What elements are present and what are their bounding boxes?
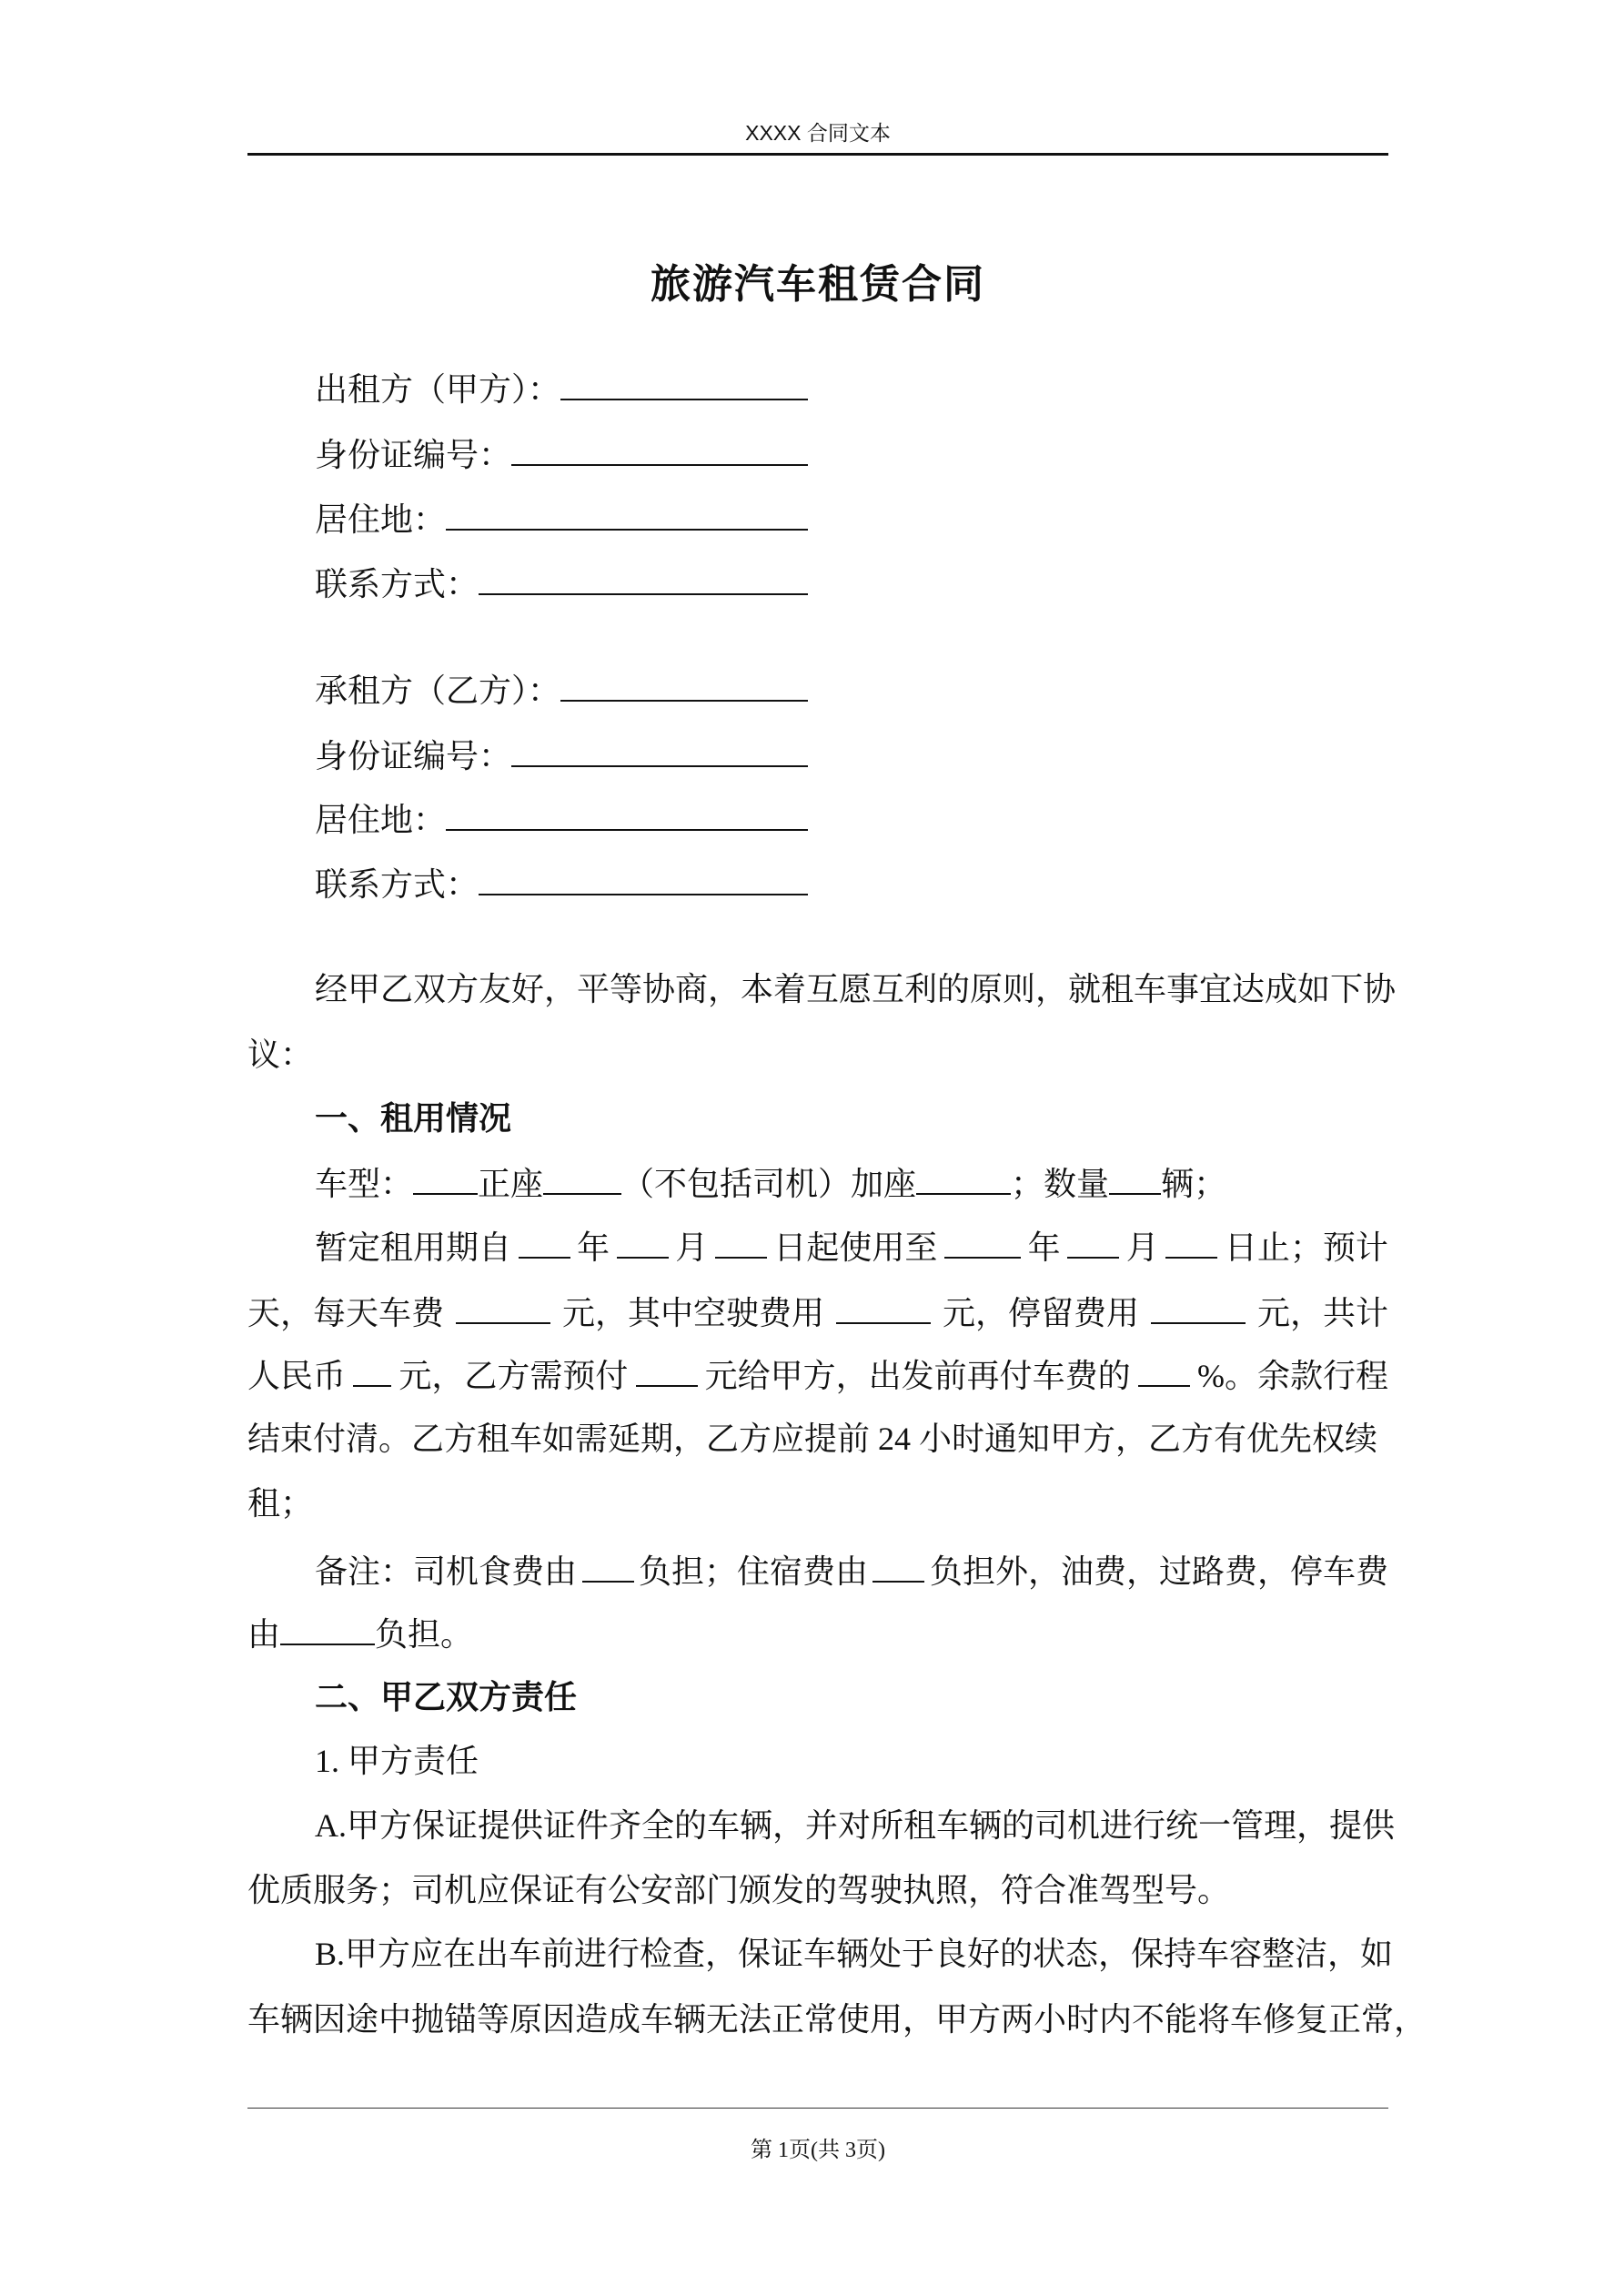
- quantity-blank[interactable]: [1109, 1158, 1161, 1195]
- text: 负担。: [375, 1616, 474, 1653]
- document-title: 旅游汽车租赁合同: [651, 262, 985, 307]
- lessee-contact-field[interactable]: [315, 859, 808, 905]
- blank[interactable]: [479, 559, 808, 595]
- page-number: 第 1页(共 3页): [751, 2139, 885, 2162]
- intro-line-1: 经甲乙双方友好，平等协商，本着互愿互利的原则，就租车事宜达成如下协: [315, 971, 1397, 1007]
- text: 暂定租用期自: [315, 1229, 512, 1266]
- label: 联系方式：: [315, 866, 479, 903]
- lessor-duties-heading: 1. 甲方责任: [315, 1743, 479, 1779]
- text: 负担；住宿费由: [638, 1553, 868, 1590]
- text: 元，共计: [1256, 1295, 1388, 1331]
- text: 备注：司机食费由: [315, 1553, 578, 1590]
- period-line: [247, 1222, 1388, 1268]
- total-blank[interactable]: [353, 1350, 391, 1387]
- note-line: [247, 1546, 1388, 1592]
- lodging-payer-blank[interactable]: [873, 1546, 924, 1583]
- text: %。余款行程: [1196, 1358, 1388, 1394]
- intro-line-2: 议：: [247, 1037, 314, 1073]
- text: 日起使用至: [773, 1229, 938, 1266]
- text: 月: [675, 1229, 709, 1266]
- blank[interactable]: [446, 794, 808, 831]
- section1-heading: 一、租用情况: [315, 1100, 512, 1137]
- vehicle-line: [247, 1158, 1388, 1204]
- blank[interactable]: [511, 731, 808, 767]
- page-header: XXXX 合同文本: [745, 121, 891, 145]
- text: （不包括司机）加座: [621, 1166, 917, 1202]
- end-month-blank[interactable]: [1067, 1222, 1119, 1259]
- label: 居住地：: [315, 501, 447, 538]
- blank[interactable]: [446, 494, 808, 531]
- text: 人民币: [247, 1358, 347, 1394]
- text: 年: [577, 1229, 610, 1266]
- settle-line-end: 租；: [247, 1485, 314, 1522]
- text: 元，停留费用: [942, 1295, 1139, 1331]
- waiting-fee-blank[interactable]: [1151, 1288, 1246, 1324]
- text: 车型：: [315, 1166, 414, 1202]
- seats-blank[interactable]: [413, 1158, 478, 1195]
- note-line-end: [247, 1609, 1388, 1654]
- blank[interactable]: [511, 430, 808, 466]
- lessor-id-field[interactable]: [315, 430, 808, 475]
- meal-payer-blank[interactable]: [582, 1546, 634, 1583]
- text: 正座: [478, 1166, 544, 1202]
- label: 承租方（乙方）：: [315, 673, 561, 709]
- lessor-name-field[interactable]: [315, 364, 808, 410]
- settle-line: 结束付清。乙方租车如需延期，乙方应提前 24 小时通知甲方，乙方有优先权续: [247, 1421, 1378, 1457]
- label: 居住地：: [315, 802, 447, 838]
- blank[interactable]: [560, 364, 808, 400]
- lessor-contact-field[interactable]: [315, 559, 808, 604]
- extra-seats-blank[interactable]: [916, 1158, 1011, 1195]
- prepay-blank[interactable]: [636, 1350, 698, 1387]
- percent-blank[interactable]: [1138, 1350, 1190, 1387]
- text: 日止；预计: [1224, 1229, 1388, 1266]
- section2-heading: 二、甲乙双方责任: [315, 1679, 578, 1715]
- start-day-blank[interactable]: [715, 1222, 767, 1259]
- lessee-address-field[interactable]: [315, 794, 808, 840]
- end-day-blank[interactable]: [1165, 1222, 1217, 1259]
- text: 天，每天车费: [247, 1295, 445, 1331]
- label: 身份证编号：: [315, 738, 512, 774]
- lessee-id-field[interactable]: [315, 731, 808, 776]
- clause-b-line-2: 车辆因途中抛锚等原因造成车辆无法正常使用，甲方两小时内不能将车修复正常，: [247, 2001, 1427, 2038]
- label: 出租方（甲方）：: [315, 371, 561, 408]
- text: 元，乙方需预付: [398, 1358, 629, 1394]
- lessor-address-field[interactable]: [315, 494, 808, 540]
- label: 身份证编号：: [315, 437, 512, 473]
- other-fees-payer-blank[interactable]: [280, 1609, 375, 1645]
- text: 辆；: [1161, 1166, 1227, 1202]
- text: 由: [247, 1616, 281, 1653]
- label: 联系方式：: [315, 566, 479, 602]
- daily-fee-blank[interactable]: [456, 1288, 550, 1324]
- clause-a-line-1: A.甲方保证提供证件齐全的车辆，并对所租车辆的司机进行统一管理，提供: [315, 1807, 1395, 1844]
- footer-rule: [247, 2108, 1388, 2109]
- seats-count-blank[interactable]: [543, 1158, 621, 1195]
- text: 元，其中空驶费用: [561, 1295, 824, 1331]
- text: 月: [1125, 1229, 1159, 1266]
- clause-b-line-1: B.甲方应在出车前进行检查，保证车辆处于良好的状态，保持车容整洁，如: [315, 1936, 1394, 1972]
- total-line: [247, 1350, 1388, 1396]
- clause-a-line-2: 优质服务；司机应保证有公安部门颁发的驾驶执照，符合准驾型号。: [247, 1872, 1231, 1908]
- end-year-blank[interactable]: [944, 1222, 1021, 1259]
- blank[interactable]: [479, 859, 808, 895]
- header-rule: [247, 153, 1388, 156]
- empty-run-fee-blank[interactable]: [836, 1288, 931, 1324]
- start-month-blank[interactable]: [617, 1222, 669, 1259]
- start-year-blank[interactable]: [519, 1222, 570, 1259]
- blank[interactable]: [560, 665, 808, 702]
- text: 元给甲方，出发前再付车费的: [704, 1358, 1131, 1394]
- text: 负担外，油费，过路费，停车费: [929, 1553, 1388, 1590]
- text: 年: [1027, 1229, 1061, 1266]
- lessee-name-field[interactable]: [315, 665, 808, 711]
- text: ；数量: [1011, 1166, 1110, 1202]
- fees-line: [247, 1288, 1388, 1333]
